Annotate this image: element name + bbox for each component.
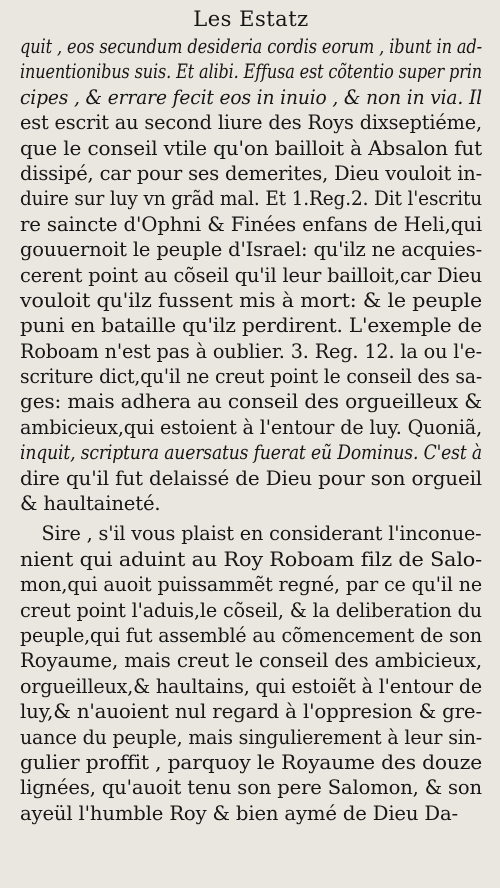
text-line: cipes , & errare fecit eos in inuio , & non in via. Il bbox=[20, 85, 483, 109]
text-line: scriture dict,qu'il ne creut point le conseil des sa- bbox=[20, 365, 483, 389]
text-line: gulier proffit , parquoy le Royaume des douze bbox=[20, 750, 483, 774]
text-line: duire sur luy vn grãd mal. Et 1.Reg.2. Dit l'escritu bbox=[20, 187, 482, 211]
text-line: vouloit qu'ilz fussent mis à mort: & le peuple bbox=[20, 288, 482, 312]
paragraph-2 bbox=[20, 521, 482, 826]
text-line: mon,qui auoit puissammẽt regné, par ce qu'il ne bbox=[20, 573, 482, 597]
text-line: nient qui aduint au Roy Roboam filz de Salo- bbox=[20, 547, 483, 571]
text-line: cerent point au cõseil qu'il leur bailloit,car Dieu bbox=[20, 263, 483, 287]
text-line: re saincte d'Ophni & Finées enfans de Heli,qui bbox=[20, 212, 482, 236]
text-line: ges: mais adhera au conseil des orgueilleux & bbox=[20, 390, 483, 414]
text-line: dissipé, car pour ses demerites, Dieu vouloit in- bbox=[20, 161, 483, 185]
text-line: Royaume, mais creut le conseil des ambicieux, bbox=[20, 649, 483, 673]
text-line: uance du peuple, mais singulierement à leur sin- bbox=[20, 725, 483, 749]
paragraph-1 bbox=[20, 34, 482, 516]
text-line: puni en bataille qu'ilz perdirent. L'exemple de bbox=[20, 314, 482, 338]
text-line: que le conseil vtile qu'on bailloit à Absalon fut bbox=[20, 136, 482, 160]
text-line: luy,& n'auoient nul regard à l'oppresion & gre- bbox=[20, 700, 483, 724]
text-line: inuentionibus suis. Et alibi. Effusa est cõtentio super prin bbox=[20, 60, 483, 84]
text-line: Sire , s'il vous plaist en considerant l'inconue- bbox=[41, 522, 482, 546]
text-line: Roboam n'est pas à oublier. 3. Reg. 12. la ou l'e- bbox=[20, 339, 482, 363]
text-line: & haultaineté. bbox=[20, 492, 161, 516]
text-line: creut point l'aduis,le cõseil, & la deliberation du bbox=[20, 598, 482, 622]
running-head: Les Estatz bbox=[193, 7, 309, 31]
text-line: orgueilleux,& haultains, qui estoiẽt à l'entour de bbox=[20, 674, 483, 698]
text-line: peuple,qui fut assemblé au cõmencement de son bbox=[20, 623, 483, 647]
text-line: gouuernoit le peuple d'Israel: qu'ilz ne acquies- bbox=[20, 238, 483, 262]
text-line: est escrit au second liure des Roys dixseptiéme, bbox=[20, 111, 482, 135]
text-line: lignées, qu'auoit tenu son pere Salomon, & son bbox=[20, 776, 482, 800]
text-line: ambicieux,qui estoient à l'entour de luy. Quoniã, bbox=[20, 415, 483, 439]
text-line: dire qu'il fut delaissé de Dieu pour son orgueil bbox=[20, 466, 483, 490]
text-line: ayeül l'humble Roy & bien aymé de Dieu Da- bbox=[20, 801, 458, 825]
text-line: quit , eos secundum desideria cordis eorum , ibunt in ad- bbox=[20, 35, 483, 58]
text-line: inquit, scriptura auersatus fuerat eũ Dominus. C'est à bbox=[20, 441, 482, 465]
